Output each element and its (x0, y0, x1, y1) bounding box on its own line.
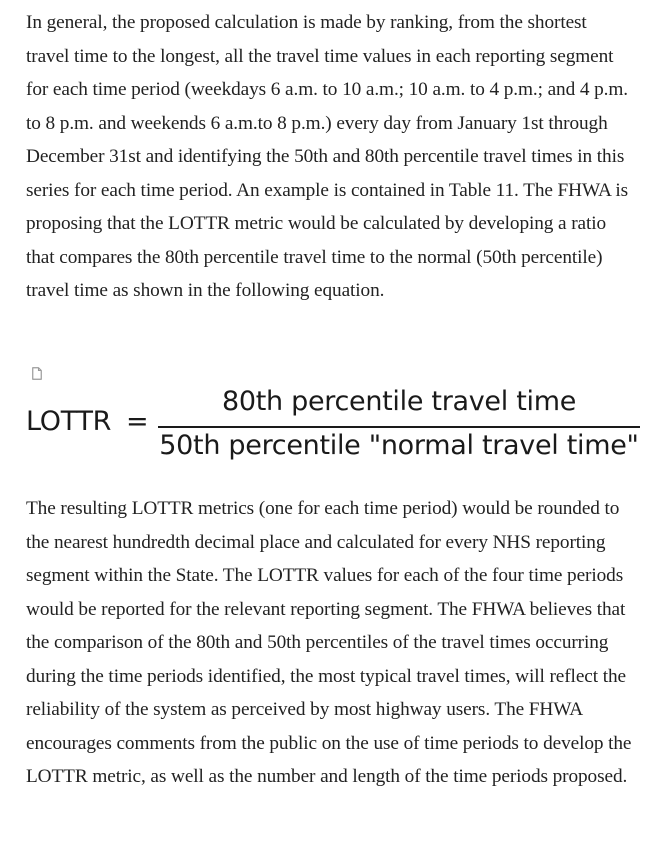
paragraph-results: The resulting LOTTR metrics (one for each time period) would be rounded to the nearest hundredth decimal place and calculated for every NHS reporting segment within the State. The LOTTR values for each of the four time periods would be reported for the relevant reporting segment. The FHWA believes that the comparison of the 80th and 50th percentiles of the travel times occurring during the time periods identified, the most typical travel times, will reflect the reliability of the system as perceived by most highway users. The FHWA encourages comments from the public on the use of time periods to develop the LOTTR metric, as well as the number and length of the time periods proposed. (26, 498, 632, 787)
equation-lhs: LOTTR (26, 406, 112, 437)
broken-image-icon (32, 367, 42, 380)
lottr-equation (26, 384, 641, 469)
equation-denominator: 50th percentile "normal travel time" (159, 430, 639, 461)
document-page (26, 0, 639, 787)
fraction-bar (158, 426, 640, 428)
equation-numerator: 80th percentile travel time (221, 386, 577, 417)
equation-equals-sign: = (126, 406, 149, 437)
paragraph-intro: In general, the proposed calculation is made by ranking, from the shortest travel time to the longest, all the travel time values in each reporting segment for each time period (weekdays 6 a.m. to 10 a.m.; 10 a.m. to 4 p.m.; and 4 p.m. to 8 p.m. and weekends 6 a.m.to 8 p.m.) every day from January 1st through December 31st and identifying the 50th and 80th percentile travel times in this series for each time period. An example is contained in Table 11. The FHWA is proposing that the LOTTR metric would be calculated by developing a ratio that compares the 80th percentile travel time to the normal (50th percentile) travel time as shown in the following equation. (26, 12, 629, 301)
